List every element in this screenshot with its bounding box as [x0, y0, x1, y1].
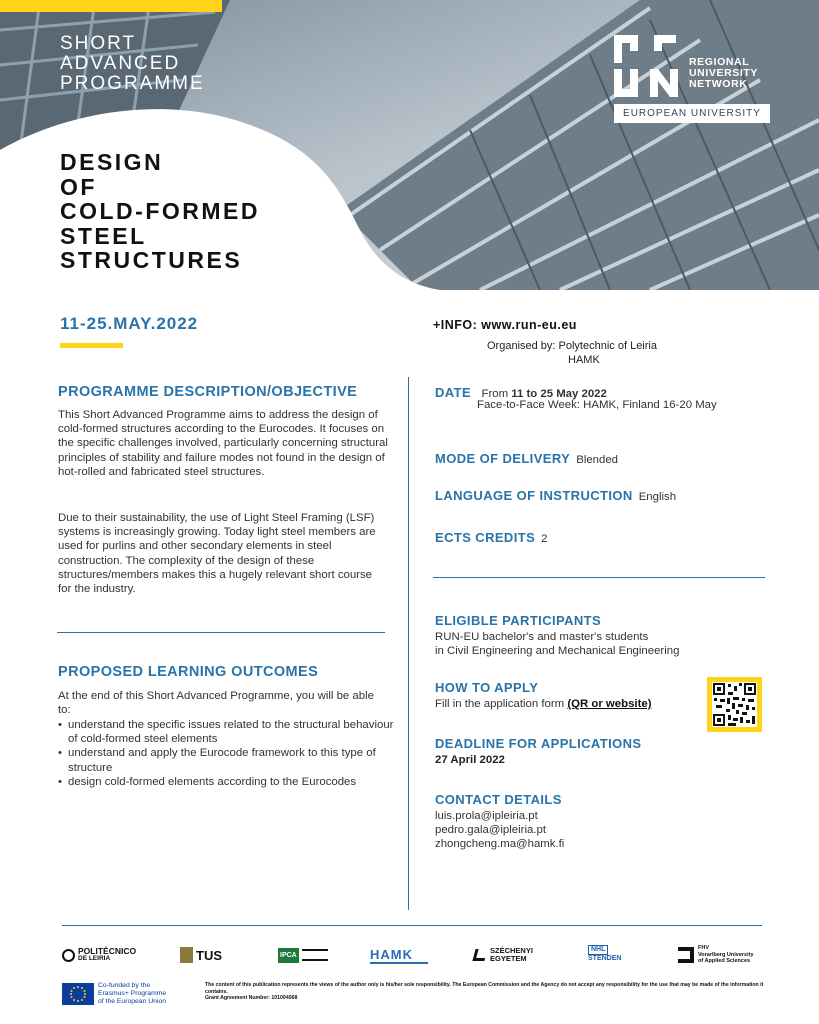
apply-text [435, 697, 695, 711]
erasmus-line: of the European Union [98, 998, 167, 1005]
tus-icon [180, 947, 193, 963]
contact-list [435, 809, 564, 852]
eligible-heading: ELIGIBLE PARTICIPANTS [435, 613, 602, 628]
partner-logo-tus [180, 942, 222, 968]
deadline-value: 27 April 2022 [435, 754, 505, 766]
partner-name: NHL [588, 945, 608, 955]
partner-logo-nhl-stenden [588, 936, 621, 972]
run-logo-icon [614, 35, 686, 99]
mode-row [435, 450, 618, 468]
szechenyi-icon [472, 949, 487, 961]
logo-text-line: REGIONAL [689, 56, 750, 68]
language-value: English [638, 491, 677, 503]
european-university-label: EUROPEAN UNIVERSITY [614, 104, 770, 123]
organiser [487, 339, 657, 367]
ects-label: ECTS CREDITS [435, 530, 536, 545]
mode-label: MODE OF DELIVERY [435, 451, 571, 466]
contact-email[interactable]: pedro.gala@ipleiria.pt [435, 824, 546, 837]
partner-name: EGYETEM [490, 954, 527, 963]
partner-logos [62, 942, 762, 968]
partner-name: POLITÉCNICO [78, 946, 137, 956]
partner-name: Vorarlberg University [698, 951, 754, 958]
partner-name: HAMK [370, 946, 413, 962]
outcomes-heading: PROPOSED LEARNING OUTCOMES [58, 664, 319, 680]
page-title [60, 150, 320, 273]
list-item: • design cold-formed elements according to the Eurocodes [58, 775, 398, 789]
qr-code-icon [712, 682, 757, 727]
partner-name: of Applied Sciences [698, 958, 751, 965]
apply-heading: HOW TO APPLY [435, 680, 539, 695]
contact-email[interactable]: zhongcheng.ma@hamk.fi [435, 838, 565, 851]
partner-logo-fhv [678, 942, 754, 968]
language-label: LANGUAGE OF INSTRUCTION [435, 488, 633, 503]
section-divider [433, 577, 765, 578]
organiser-line: Organised by: Polytechnic of Leiria [487, 340, 657, 352]
partner-logo-szechenyi [474, 942, 533, 968]
outcomes-list [58, 718, 398, 789]
disclaimer [205, 982, 765, 1002]
description-paragraph: Due to their sustainability, the use of Light Steel Framing (LSF) systems is increasingly growing. Today light steel members are used for purlins and other secondary elements in steel construction. The complexity of the design of these structures/members makes this a hugely relevant short course for the industry. [58, 512, 376, 596]
partner-logo-ipca [278, 942, 328, 968]
date-value-pre: From [481, 388, 512, 400]
mode-value: Blended [576, 454, 619, 466]
erasmus-line: Co-funded by the [98, 982, 151, 989]
programme-dates: 11-25.MAY.2022 [60, 314, 199, 333]
eligible-line: RUN-EU bachelor's and master's students [435, 631, 649, 643]
list-item: • understand and apply the Eurocode framework to this type of structure [58, 746, 398, 774]
apply-link[interactable]: (QR or website) [567, 698, 652, 710]
outcomes-intro: At the end of this Short Advanced Programme, you will be able to: [58, 690, 374, 717]
top-accent-bar [0, 0, 222, 12]
programme-label-line: ADVANCED [60, 53, 181, 74]
programme-label-line: PROGRAMME [60, 73, 205, 94]
description-paragraph: This Short Advanced Programme aims to address the design of cold-formed structures according to the Eurocodes. It focuses on the specific challenges involved, particularly concerning structural principles of stability and failure modes not found in the design of hot-rolled and fabricated steel structures. [58, 409, 388, 478]
programme-label [60, 34, 205, 94]
apply-text-pre: Fill in the application form [435, 698, 568, 710]
partner-name: STENDEN [588, 955, 622, 962]
footer-divider [62, 925, 762, 926]
eu-flag-icon [62, 983, 94, 1005]
description-heading: PROGRAMME DESCRIPTION/OBJECTIVE [58, 384, 358, 400]
info-link[interactable]: +INFO: www.run-eu.eu [433, 318, 577, 332]
title-line: COLD-FORMED [60, 198, 260, 224]
title-line: DESIGN [60, 149, 164, 175]
eligible-text [435, 630, 755, 658]
leiria-icon [62, 949, 75, 962]
date-value-bold: 11 to 25 May 2022 [511, 388, 607, 400]
section-divider [57, 632, 385, 633]
dates-underline [60, 343, 123, 348]
organiser-line: HAMK [568, 354, 600, 366]
partner-name: FHV [698, 945, 709, 952]
deadline-heading: DEADLINE FOR APPLICATIONS [435, 736, 642, 751]
contact-email[interactable]: luis.prola@ipleiria.pt [435, 810, 538, 822]
erasmus-cofunded [98, 982, 166, 1006]
erasmus-line: Erasmus+ Programme [98, 990, 167, 997]
logo-text-line: UNIVERSITY [689, 67, 759, 79]
ects-row [435, 529, 548, 547]
hero-banner [0, 0, 819, 290]
programme-label-line: SHORT [60, 33, 137, 54]
partner-name: DE LEIRIA [78, 955, 111, 962]
ects-value: 2 [541, 533, 548, 545]
partner-name: TUS [196, 947, 222, 963]
title-line: STEEL [60, 222, 147, 249]
list-item: • understand the specific issues related to the structural behaviour of cold-formed steel elements [58, 718, 398, 746]
column-divider [408, 377, 409, 910]
ipca-icon: IPCA [278, 948, 299, 963]
partner-logo-hamk [370, 942, 428, 968]
face-to-face-week: Face-to-Face Week: HAMK, Finland 16-20 May [477, 399, 717, 411]
qr-code[interactable] [707, 677, 762, 732]
title-line: OF [60, 173, 97, 200]
title-line: STRUCTURES [60, 247, 243, 273]
date-label: DATE [435, 385, 472, 400]
partner-name: SZÉCHENYI [490, 946, 533, 955]
fhv-icon [678, 947, 694, 963]
logo-text [689, 57, 758, 90]
hamk-tagline [370, 962, 428, 964]
disclaimer-text: The content of this publication represents the views of the author only is his/her sole responsibility. The European Commission and the Agency do not accept any responsibility for the use that may be made of the information it contains. [205, 982, 764, 995]
partner-logo-leiria [62, 942, 136, 968]
run-eu-logo [614, 35, 770, 123]
eligible-line: in Civil Engineering and Mechanical Engineering [435, 645, 680, 658]
contact-heading: CONTACT DETAILS [435, 792, 562, 807]
language-row [435, 487, 676, 505]
logo-text-line: NETWORK [689, 78, 748, 90]
ipca-lines [302, 949, 328, 961]
eu-stars-icon [62, 983, 94, 1005]
grant-number: Grant Agreement Number: 101004068 [205, 995, 298, 1002]
